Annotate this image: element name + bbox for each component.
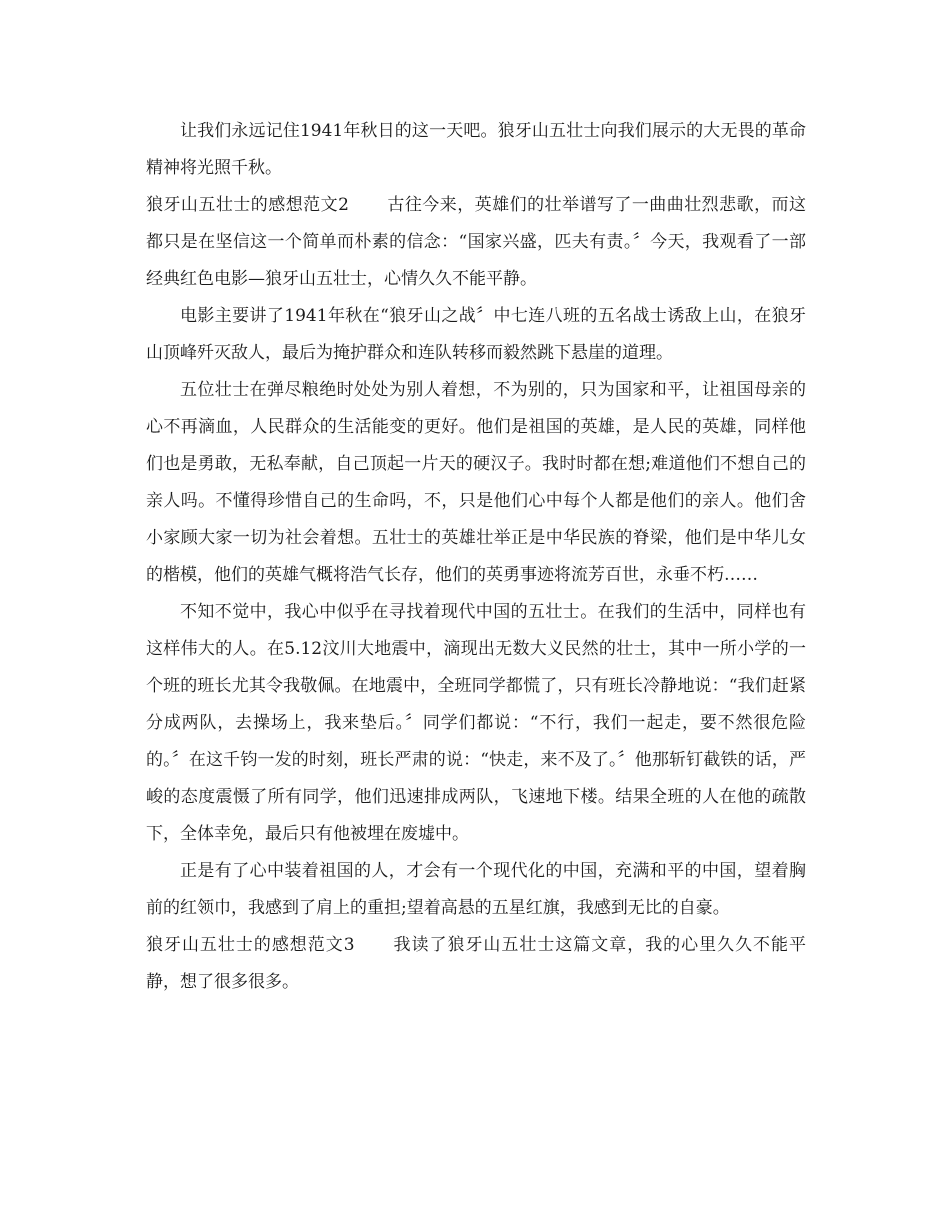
essay-3-section (146, 927, 806, 1001)
essay-2-section (146, 187, 806, 298)
document-body (146, 113, 806, 1001)
essay-2-title: 狼牙山五壮士的感想范文2 (146, 195, 349, 215)
paragraph-heroes-reflection: 五位壮士在弹尽粮绝时处处为别人着想，不为别的，只为国家和平，让祖国母亲的心不再滴血，人民群众的生活能变的更好。他们是祖国的英雄，是人民的英雄，同样他们也是勇敢，无私奉献，自己顶起一片天的硬汉子。我时时都在想;难道他们不想自己的亲人吗。不懂得珍惜自己的生命吗，不，只是他们心中每个人都是他们的亲人。他们舍小家顾大家一切为社会着想。五壮士的英雄壮举正是中华民族的脊梁，他们是中华儿女的楷模，他们的英雄气概将浩气长存，他们的英勇事迹将流芳百世，永垂不朽…… (146, 380, 806, 585)
essay-3-intro: 我读了狼牙山五壮士这篇文章，我的心里久久不能平静，想了很多很多。 (146, 935, 807, 992)
paragraph-movie-summary: 电影主要讲了1941年秋在“狼牙山之战〞中七连八班的五名战士诱敌上山，在狼牙山顶峰歼灭敌人，最后为掩护群众和连队转移而毅然跳下悬崖的道理。 (146, 306, 806, 363)
paragraph-conclusion: 正是有了心中装着祖国的人，才会有一个现代化的中国，充满和平的中国，望着胸前的红领巾，我感到了肩上的重担;望着高悬的五星红旗，我感到无比的自豪。 (146, 861, 806, 918)
essay-2-intro: 古往今来，英雄们的壮举谱写了一曲曲壮烈悲歌，而这都只是在坚信这一个简单而朴素的信念：“国家兴盛，匹夫有责。〞今天，我观看了一部经典红色电影—狼牙山五壮士，心情久久不能平静。 (146, 195, 806, 289)
paragraph-modern-heroes: 不知不觉中，我心中似乎在寻找着现代中国的五壮士。在我们的生活中，同样也有这样伟大的人。在5.12汶川大地震中，滴现出无数大义民然的壮士，其中一所小学的一个班的班长尤其令我敬佩。在地震中，全班同学都慌了，只有班长冷静地说：“我们赶紧分成两队，去操场上，我来垫后。〞同学们都说：“不行，我们一起走，要不然很危险的。〞在这千钧一发的时刻，班长严肃的说：“快走，来不及了。〞他那斩钉截铁的话，严峻的态度震慑了所有同学，他们迅速排成两队，飞速地下楼。结果全班的人在他的疏散下，全体幸免，最后只有他被埋在废墟中。 (146, 602, 806, 844)
paragraph-closing-remark: 让我们永远记住1941年秋日的这一天吧。狼牙山五壮士向我们展示的大无畏的革命精神将光照千秋。 (146, 121, 806, 178)
essay-3-title: 狼牙山五壮士的感想范文3 (146, 935, 355, 955)
